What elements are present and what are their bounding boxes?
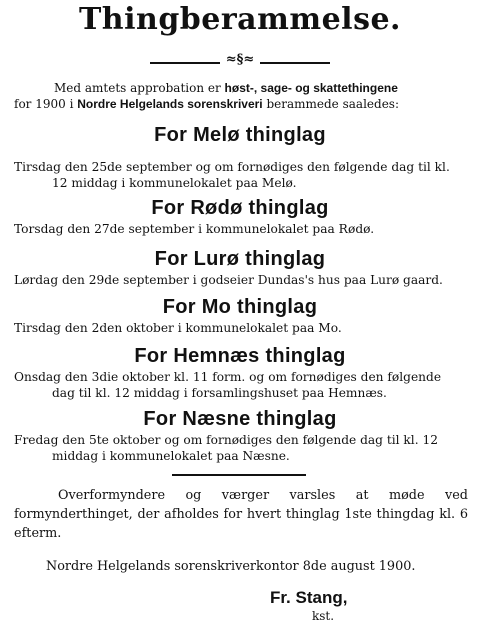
intro-line-1-bold: høst-, sage- og skattethingene <box>224 81 398 95</box>
signature-title: kst. <box>312 609 335 623</box>
section-body-luro-line-1: Lørdag den 29de september i godseier Dundas's hus paa Lurø gaard. <box>14 273 443 287</box>
section-body-mo <box>14 320 468 336</box>
section-heading-melo: For Melø thinglag <box>154 124 326 146</box>
intro-line-1 <box>14 80 466 96</box>
section-heading-mo: For Mo thinglag <box>162 296 318 318</box>
signature: Fr. Stang, <box>270 588 348 607</box>
section-body-melo-line-1: Tirsdag den 25de september og om fornødiges den følgende dag til kl. <box>14 160 450 174</box>
section-divider <box>172 474 306 476</box>
section-heading-hemnaes: For Hemnæs thinglag <box>134 345 346 367</box>
section-body-melo <box>14 159 468 191</box>
ornament-line-left <box>150 62 220 64</box>
section-heading-luro: For Lurø thinglag <box>154 248 326 270</box>
section-heading-rodo: For Rødø thinglag <box>151 197 329 219</box>
intro-line-2-bold: Nordre Helgelands sorenskriveri <box>77 97 263 111</box>
intro-line-2 <box>14 97 399 111</box>
section-body-hemnaes-line-1: Onsdag den 3die oktober kl. 11 form. og om fornødiges den følgende <box>14 370 442 384</box>
section-heading-naesne: For Næsne thinglag <box>143 408 337 430</box>
intro-line-1-text: Med amtets approbation er <box>54 81 225 95</box>
ornament-line-right <box>260 62 330 64</box>
section-body-rodo <box>14 221 468 237</box>
intro-line-2-text: for 1900 i <box>14 97 78 111</box>
section-body-hemnaes <box>14 369 468 401</box>
ornament-divider <box>150 52 330 70</box>
ornament-flourish-icon: ≈§≈ <box>225 52 255 67</box>
section-body-luro <box>14 272 468 288</box>
section-body-rodo-line-1: Torsdag den 27de september i kommunelokalet paa Rødø. <box>14 222 375 236</box>
guardian-notice: Overformyndere og værger varsles at møde ved formynderthinget, der afholdes for hvert thinglag 1ste thingdag kl. 6 efterm. <box>14 488 468 541</box>
dateline: Nordre Helgelands sorenskriverkontor 8de august 1900. <box>46 559 416 574</box>
section-body-naesne <box>14 432 468 464</box>
intro-paragraph <box>14 80 466 112</box>
section-body-hemnaes-line-2: dag til kl. 12 middag i forsamlingshuset paa Hemnæs. <box>52 386 387 400</box>
section-body-naesne-line-2: middag i kommunelokalet paa Næsne. <box>52 449 290 463</box>
section-body-naesne-line-1: Fredag den 5te oktober og om fornødiges den følgende dag til kl. 12 <box>14 433 438 447</box>
section-body-mo-line-1: Tirsdag den 2den oktober i kommunelokalet paa Mo. <box>14 321 342 335</box>
page-title: Thingberammelse. <box>78 2 402 37</box>
intro-line-2-suffix: berammede saaledes: <box>262 97 399 111</box>
section-body-melo-line-2: 12 middag i kommunelokalet paa Melø. <box>52 176 297 190</box>
